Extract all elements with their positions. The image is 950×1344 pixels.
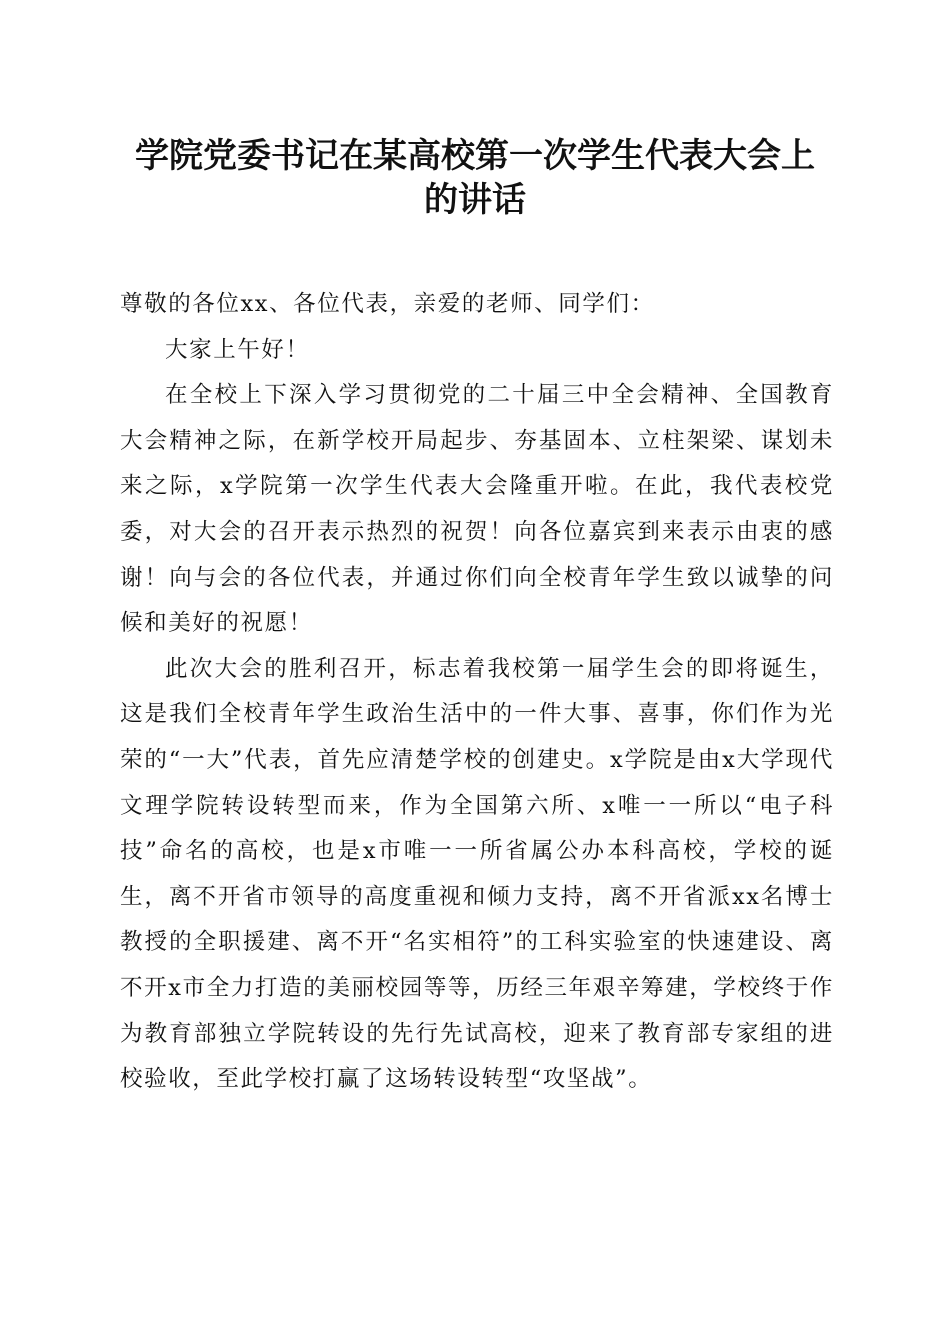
document-title: [100, 134, 850, 222]
paragraph-2: 此次大会的胜利召开，标志着我校第一届学生会的即将诞生，这是我们全校青年学生政治生活中的一件大事、喜事，你们作为光荣的“一大”代表，首先应清楚学校的创建史。x学院是由x大学现代文理学院转设转型而来，作为全国第六所、x唯一一所以“电子科技”命名的高校，也是x市唯一一所省属公办本科高校，学校的诞生，离不开省市领导的高度重视和倾力支持，离不开省派xx名博士教授的全职援建、离不开“名实相符”的工科实验室的快速建设、离不开x市全力打造的美丽校园等等，历经三年艰辛筹建，学校终于作为教育部独立学院转设的先行先试高校，迎来了教育部专家组的进校验收，至此学校打赢了这场转设转型“攻坚战”。: [120, 655, 834, 1093]
paragraph-1: 在全校上下深入学习贯彻党的二十届三中全会精神、全国教育大会精神之际，在新学校开局起步、夯基固本、立柱架梁、谋划未来之际，x学院第一次学生代表大会隆重开啦。在此，我代表校党委，对大会的召开表示热烈的祝贺！向各位嘉宾到来表示由衷的感谢！向与会的各位代表，并通过你们向全校青年学生致以诚挚的问候和美好的祝愿！: [120, 382, 834, 637]
greeting: 大家上午好！: [165, 336, 310, 363]
title-line-1: 学院党委书记在某高校第一次学生代表大会上: [135, 136, 815, 176]
document-body: [120, 282, 834, 1103]
title-line-2: 的讲话: [424, 180, 526, 220]
salutation: 尊敬的各位xx、各位代表，亲爱的老师、同学们：: [120, 291, 655, 317]
